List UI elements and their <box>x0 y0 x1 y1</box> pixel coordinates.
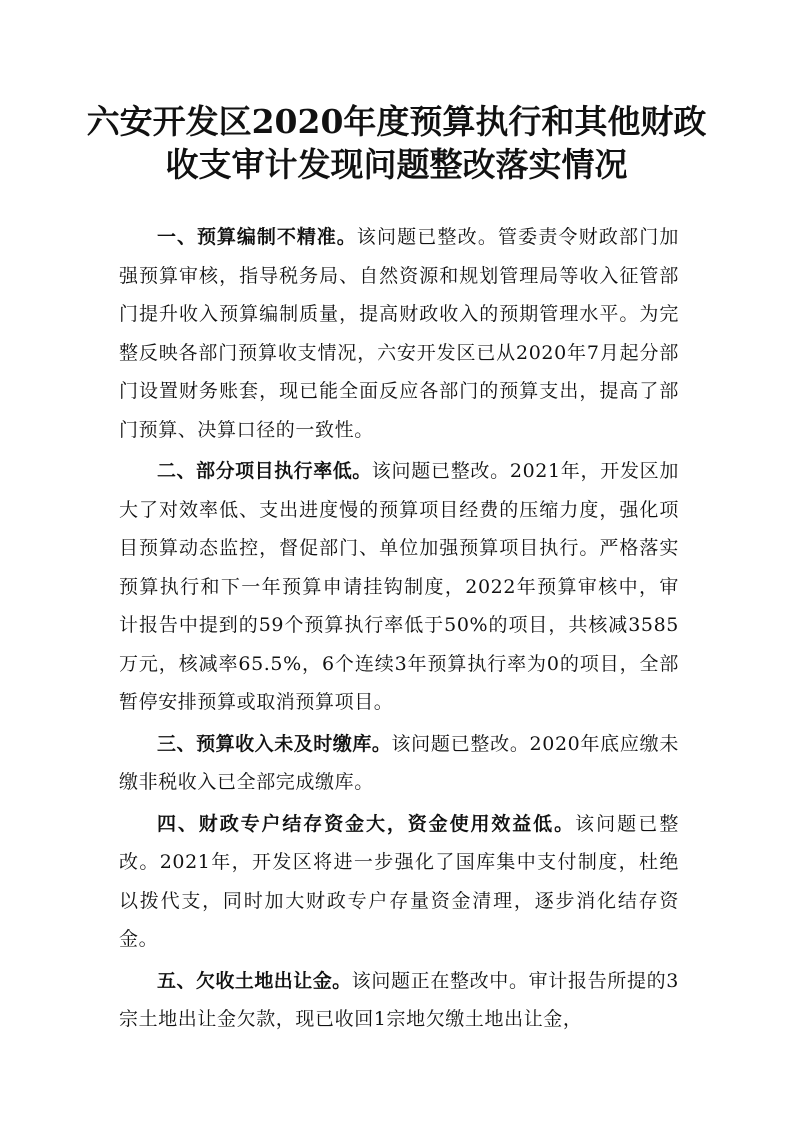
document-title-line-2: 收支审计发现问题整改落实情况 <box>165 145 628 184</box>
section-paragraph-4 <box>119 805 679 959</box>
section-paragraph-2 <box>119 452 679 722</box>
section-text-4: 该问题已整改。2021年，开发区将进一步强化了国库集中支付制度，杜绝以拨代支，同时加大财政专户存量资金清理，逐步消化结存资金。 <box>119 812 679 950</box>
section-paragraph-3 <box>119 725 679 802</box>
document-title-line-1: 六安开发区2020年度预算执行和其他财政 <box>86 102 707 141</box>
section-heading-4: 四、财政专户结存资金大，资金使用效益低。 <box>157 812 575 835</box>
section-heading-2: 二、部分项目执行率低。 <box>157 460 372 482</box>
section-heading-1: 一、预算编制不精准。 <box>157 226 357 248</box>
section-text-1: 该问题已整改。管委责令财政部门加强预算审核，指导税务局、自然资源和规划管理局等收入征管部门提升收入预算编制质量，提高财政收入的预期管理水平。为完整反映各部门预算收支情况，六安开发区已从2020年7月起分部门设置财务账套，现已能全面反应各部门的预算支出，提高了部门预算、决算口径的一致性。 <box>119 226 679 441</box>
section-paragraph-1 <box>119 218 679 449</box>
section-heading-3: 三、预算收入未及时缴库。 <box>157 732 392 755</box>
section-text-3: 该问题已整改。2020年底应缴未缴非税收入已全部完成缴库。 <box>119 732 679 793</box>
document-body <box>119 218 679 1039</box>
section-paragraph-5 <box>119 962 679 1039</box>
section-heading-5: 五、欠收土地出让金。 <box>157 969 352 992</box>
section-text-2: 该问题已整改。2021年，开发区加大了对效率低、支出进度慢的预算项目经费的压缩力度，强化项目预算动态监控，督促部门、单位加强预算项目执行。严格落实预算执行和下一年预算申请挂钩制度，2022年预算审核中，审计报告中提到的59个预算执行率低于50%的项目，共核减3585万元，核减率65.5%，6个连续3年预算执行率为0的项目，全部暂停安排预算或取消预算项目。 <box>119 460 679 713</box>
section-text-5: 该问题正在整改中。审计报告所提的3宗土地出让金欠款，现已收回1宗地欠缴土地出让金， <box>119 969 679 1030</box>
